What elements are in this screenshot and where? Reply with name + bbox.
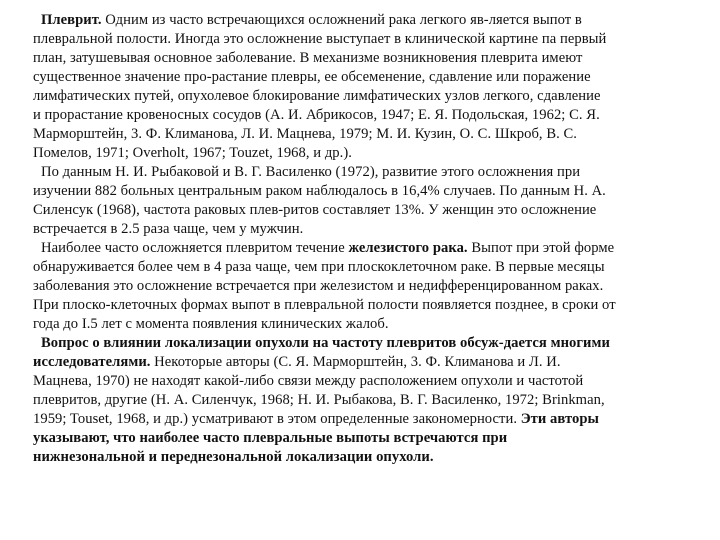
text-line <box>33 353 673 372</box>
text-line <box>33 372 673 391</box>
text-run: плевритов, другие (Н. А. Силенчук, 1968; Н. И. Рыбакова, В. Г. Василенко, 1972; Brinkman, <box>33 392 605 408</box>
bold-text-run: нижнезональной и переднезональной локализации опухоли. <box>33 449 434 465</box>
text-line <box>33 68 673 87</box>
paragraph <box>33 163 673 239</box>
text-run: По данным Н. И. Рыбаковой и В. Г. Василенко (1972), развитие этого осложнения при <box>41 164 581 180</box>
text-run: изучении 882 больных центральным раком наблюдалось в 16,4% случаев. По данным Н. А. <box>33 183 606 199</box>
bold-text-run: Плеврит. <box>41 12 102 28</box>
text-line <box>33 429 673 448</box>
text-line <box>33 87 673 106</box>
text-run: обнаруживается более чем в 4 раза чаще, чем при плоскоклеточном раке. В первые месяцы <box>33 259 605 275</box>
text-run: Некоторые авторы (С. Я. Марморштейн, 3. Ф. Климанова и Л. И. <box>150 354 561 370</box>
document-body <box>33 11 673 467</box>
text-run: 1959; Touset, 1968, и др.) усматривают в этом определенные закономерности. <box>33 411 521 427</box>
text-line <box>33 410 673 429</box>
text-run: и прорастание кровеносных сосудов (А. И. Абрикосов, 1947; Е. Я. Подольская, 1962; С. Я. <box>33 107 600 123</box>
text-run: Мацнева, 1970) не находят какой-либо связи между расположением опухоли и частотой <box>33 373 584 389</box>
text-line <box>33 448 673 467</box>
text-line <box>33 30 673 49</box>
paragraph <box>33 334 673 467</box>
text-run: плевральной полости. Иногда это осложнение выступает в клинической картине па первый <box>33 31 607 47</box>
bold-text-run: указывают, что наиболее часто плевральные выпоты встречаются при <box>33 430 508 446</box>
text-line <box>33 144 673 163</box>
text-line <box>33 391 673 410</box>
bold-text-run: железистого рака. <box>348 240 468 256</box>
paragraph <box>33 239 673 334</box>
text-run: лимфатических путей, опухолевое блокирование лимфатических узлов легкого, сдавление <box>33 88 601 104</box>
text-run: При плоско-клеточных формах выпот в плевральной полости появляется позднее, в сроки от <box>33 297 616 313</box>
text-line <box>33 163 673 182</box>
text-run: Силенсук (1968), частота раковых плев-ритов составляет 13%. У женщин это осложнение <box>33 202 597 218</box>
text-line <box>33 296 673 315</box>
bold-text-run: Вопрос о влиянии локализации опухоли на частоту плевритов обсуж-дается многими <box>41 335 610 351</box>
text-run: план, затушевывая основное заболевание. В механизме возникновения плеврита имеют <box>33 50 583 66</box>
text-line <box>33 315 673 334</box>
bold-text-run: Эти авторы <box>520 411 599 427</box>
text-run: года до I.5 лет с момента появления клинических жалоб. <box>33 316 389 332</box>
text-line <box>33 277 673 296</box>
text-line <box>33 334 673 353</box>
text-run: встречается в 2.5 раза чаще, чем у мужчин. <box>33 221 304 237</box>
text-run: Помелов, 1971; Overholt, 1967; Touzet, 1968, и др.). <box>33 145 352 161</box>
text-line <box>33 11 673 30</box>
text-line <box>33 125 673 144</box>
text-line <box>33 201 673 220</box>
text-line <box>33 106 673 125</box>
text-line <box>33 182 673 201</box>
text-line <box>33 239 673 258</box>
bold-text-run: исследователями. <box>33 354 151 370</box>
text-line <box>33 49 673 68</box>
text-line <box>33 258 673 277</box>
text-run: Одним из часто встречающихся осложнений рака легкого яв-ляется выпот в <box>101 12 582 28</box>
text-run: Марморштейн, 3. Ф. Климанова, Л. И. Мацнева, 1979; М. И. Кузин, О. С. Шкроб, В. С. <box>33 126 577 142</box>
text-line <box>33 220 673 239</box>
text-run: существенное значение про-растание плевры, ее обсеменение, сдавление или поражение <box>33 69 591 85</box>
paragraph <box>33 11 673 163</box>
text-run: Наиболее часто осложняется плевритом течение <box>41 240 349 256</box>
text-run: заболевания это осложнение встречается при железистом и недифференцированном раках. <box>33 278 604 294</box>
text-run: Выпот при этой форме <box>467 240 615 256</box>
